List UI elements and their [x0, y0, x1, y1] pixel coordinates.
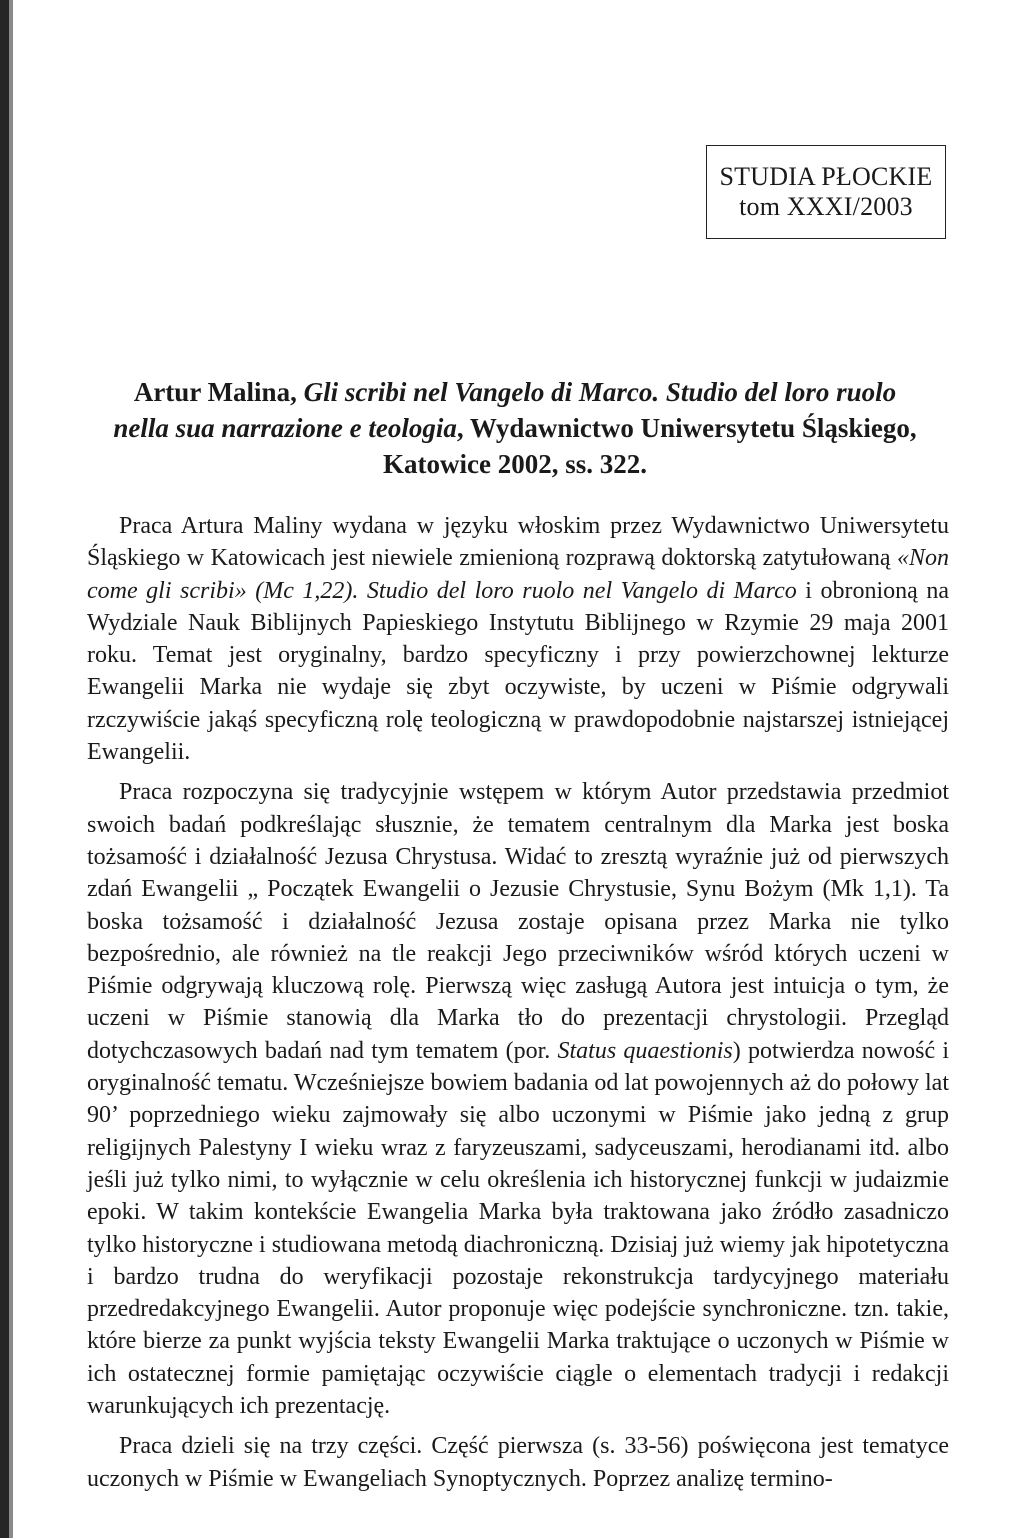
- review-author: Artur Malina,: [133, 377, 297, 407]
- paragraph-2-italic: Status quaestionis: [557, 1037, 733, 1064]
- review-title: [105, 374, 925, 482]
- page-binding-edge: [0, 0, 9, 1538]
- paragraph-2-text-end: ) potwierdza nowość i oryginalność tematu. Wcześniejsze bowiem badania od lat powojennych aż do połowy lat 90’ poprzedniego wieku zajmowały się albo uczonymi w Piśmie jako jedną z grup religijnych Palestyny I wieku wraz z faryzeuszami, sadyceuszami, herodianami itd. albo jeśli już tylko nimi, to wyłącznie w celu określenia ich historycznej funkcji w judaizmie epoki. W takim kontekście Ewangelia Marka była traktowana jako źródło zasadniczo tylko historyczne i studiowana metodą diachroniczną. Dzisiaj już wiemy jak hipotetyczna i bardzo trudna do weryfikacji pozostaje rekonstrukcja tardycyjnego materiału przedredakcyjnego Ewangelii. Autor proponuje więc podejście synchroniczne. tzn. takie, które bierze za punkt wyjścia teksty Ewangelii Marka traktujące o uczonych w Piśmie w ich ostatecznej formie pamiętając oczywiście ciągle o elementach tradycji i redakcji warunkujących ich prezentację.: [87, 1037, 949, 1420]
- page-binding-shadow: [9, 0, 13, 1538]
- paragraph-1-text: Praca Artura Maliny wydana w języku włoskim przez Wydawnictwo Uniwersytetu Śląskiego w Katowicach jest niewiele zmienioną rozprawą doktorską zatytułowaną: [87, 513, 949, 572]
- review-publisher: , Wydawnictwo Uniwersytetu Śląskiego, Katowice 2002, ss. 322.: [383, 413, 917, 479]
- paragraph-3: [87, 1430, 949, 1495]
- paragraph-1-text-end: i obronioną na Wydziale Nauk Biblijnych Papieskiego Instytutu Biblijnego w Rzymie 29 maja 2001 roku. Temat jest oryginalny, bardzo specyficzny i przy powierzchownej lekturze Ewangelii Marka nie wydaje się zbyt oczywiste, by uczeni w Piśmie odgrywali rzczywiście jakąś specyficzną rolę teologiczną w prawdopodobnie najstarszej istniejącej Ewangelii.: [87, 577, 949, 766]
- paragraph-3-text: Praca dzieli się na trzy części. Część pierwsza (s. 33-56) poświęcona jest tematyce uczonych w Piśmie w Ewangeliach Synoptycznych. Poprzez analizę termino-: [87, 1433, 949, 1492]
- journal-volume: tom XXXI/2003: [739, 192, 913, 221]
- journal-name: STUDIA PŁOCKIE: [719, 162, 933, 191]
- paragraph-2: [87, 776, 949, 1422]
- review-book-title: Gli scribi nel Vangelo di Marco. Studio del loro ruolo nella sua narrazione e teologia: [113, 377, 897, 443]
- review-body: [87, 510, 949, 1495]
- journal-info-box: [706, 145, 946, 239]
- paragraph-1: [87, 510, 949, 768]
- paragraph-2-text: Praca rozpoczyna się tradycyjnie wstępem w którym Autor przedstawia przedmiot swoich badań podkreślając słusznie, że tematem centralnym dla Marka jest boska tożsamość i działalność Jezusa Chrystusa. Widać to zresztą wyraźnie już od pierwszych zdań Ewangelii „ Początek Ewangelii o Jezusie Chrystusie, Synu Bożym (Mk 1,1). Ta boska tożsamość i działalność Jezusa zostaje opisana przez Marka nie tylko bezpośrednio, ale również na tle reakcji Jego przeciwników wśród których uczeni w Piśmie odgrywają kluczową rolę. Pierwszą więc zasługą Autora jest intuicja o tym, że uczeni w Piśmie stanowią dla Marka tło do prezentacji chrystologii. Przegląd dotychczasowych badań nad tym tematem (por.: [87, 779, 949, 1064]
- paragraph-1-italic: «Non come gli scribi» (Mc 1,22). Studio del loro ruolo nel Vangelo di Marco: [87, 545, 949, 604]
